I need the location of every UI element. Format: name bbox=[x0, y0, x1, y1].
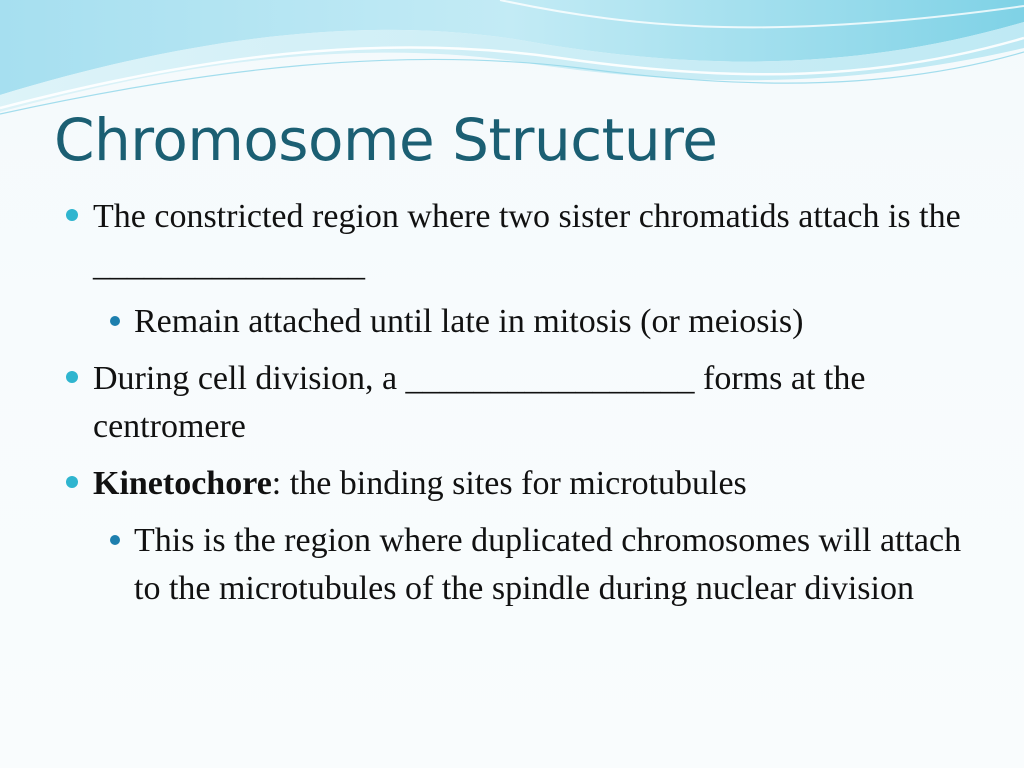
term-kinetochore: Kinetochore bbox=[93, 465, 272, 502]
sub-bullet-text: This is the region where duplicated chromosomes will attach to the microtubules of the spindle during nuclear division bbox=[134, 522, 962, 607]
bullet-dot-icon bbox=[66, 209, 78, 221]
sub-bullet-item bbox=[60, 298, 990, 346]
slide-body bbox=[60, 193, 990, 622]
sub-bullet-text: Remain attached until late in mitosis (or meiosis) bbox=[134, 303, 804, 340]
bullet-item bbox=[60, 193, 990, 289]
bullet-dot-icon bbox=[66, 476, 78, 488]
bullet-text: The constricted region where two sister chromatids attach is the ________________ bbox=[93, 198, 961, 283]
bullet-item bbox=[60, 460, 990, 508]
bullet-dot-icon bbox=[66, 371, 78, 383]
sub-bullet-item bbox=[60, 517, 990, 613]
sub-bullet-dot-icon bbox=[110, 316, 120, 326]
bullet-item bbox=[60, 355, 990, 451]
bullet-text: During cell division, a _________________ forms at the centromere bbox=[93, 360, 866, 445]
slide-title: Chromosome Structure bbox=[54, 106, 718, 174]
bullet-text: : the binding sites for microtubules bbox=[271, 465, 747, 502]
sub-bullet-dot-icon bbox=[110, 535, 120, 545]
